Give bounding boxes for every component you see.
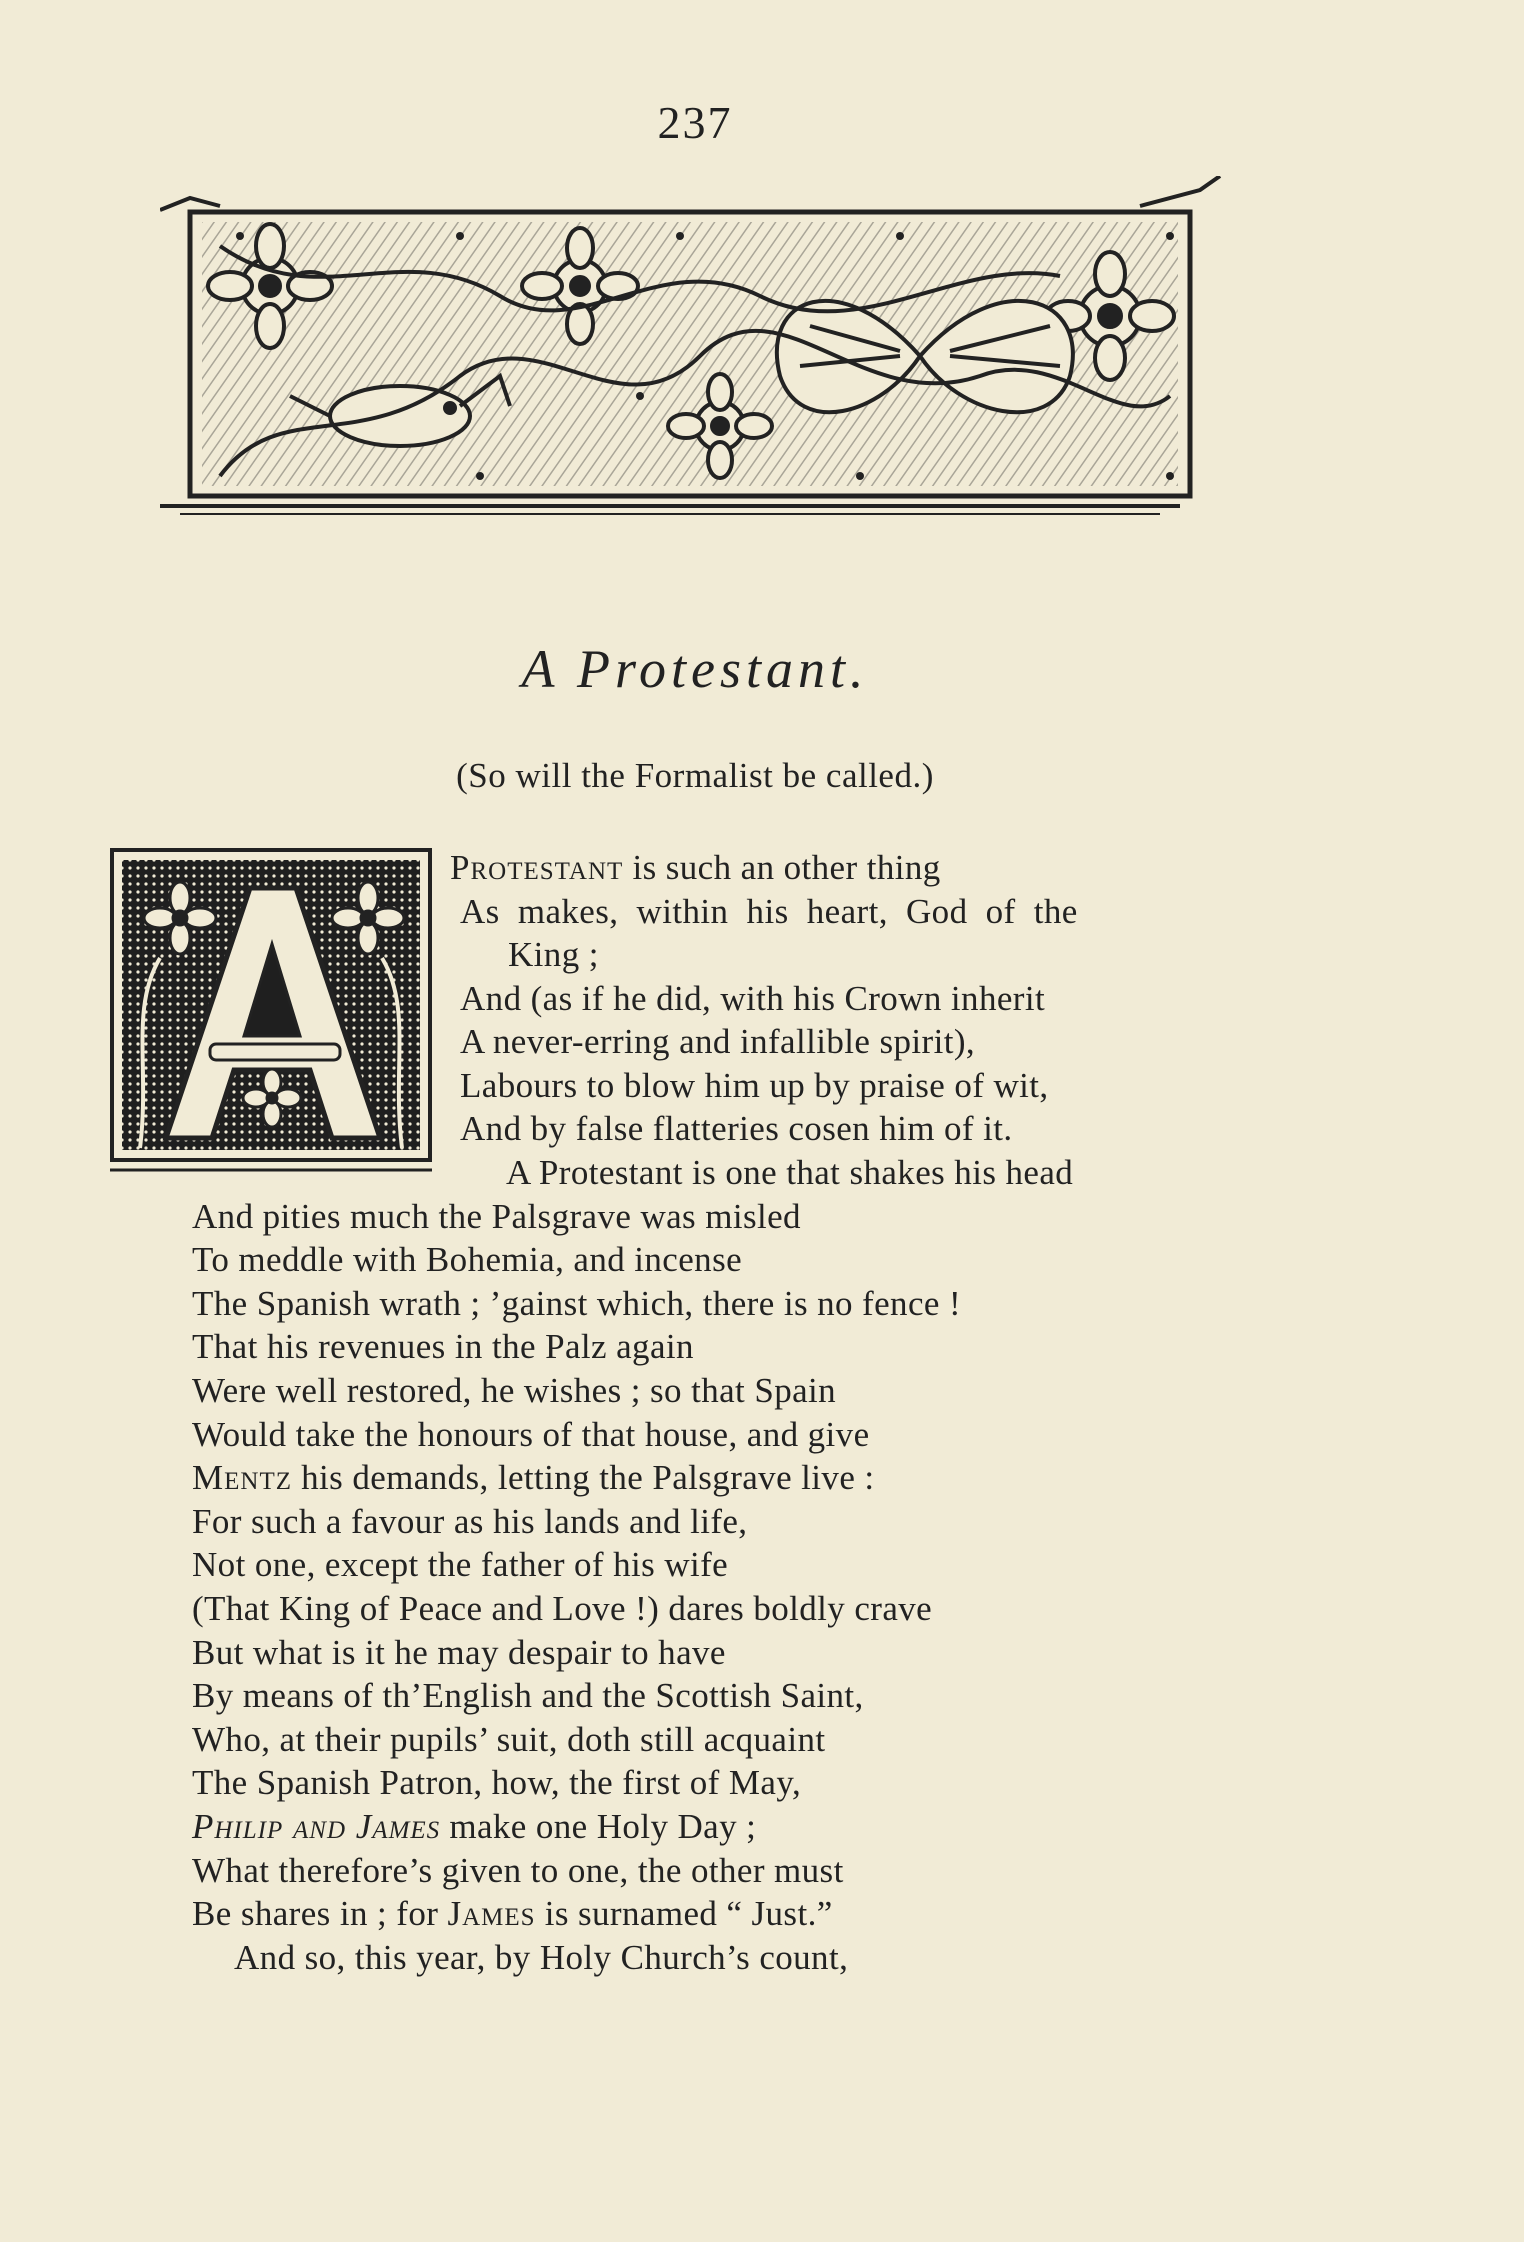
floral-headpiece-ornament <box>160 176 1240 516</box>
poem-line-20: By means of th’English and the Scottish Saint, <box>192 1676 864 1715</box>
poem-line-23-rest: make one Holy Day ; <box>440 1807 757 1846</box>
poem-line-25 <box>192 1896 833 1931</box>
poem-line-19: But what is it he may despair to have <box>192 1633 726 1672</box>
poem-line-5: A never-erring and infallible spirit), <box>460 1022 976 1061</box>
poem-line-21: Who, at their pupils’ suit, doth still acquaint <box>192 1720 826 1759</box>
poem-title: A Protestant. <box>521 639 869 699</box>
poem-line-14: Would take the honours of that house, and give <box>192 1415 870 1454</box>
poem-line-7: And by false flatteries cosen him of it. <box>460 1109 1013 1148</box>
poem-line-25-start: Be shares in ; for <box>192 1894 448 1933</box>
poem-line-25-end: is surnamed “ Just.” <box>535 1894 833 1933</box>
poem-line-18: (That King of Peace and Love !) dares boldly crave <box>192 1589 933 1628</box>
poem-line-15-rest: his demands, letting the Palsgrave live : <box>292 1458 875 1497</box>
poem-line-24: What therefore’s given to one, the other must <box>192 1851 844 1890</box>
mentz-small-caps: Mentz <box>192 1458 292 1497</box>
poem-line-2: As makes, within his heart, God of the <box>460 892 1078 931</box>
philip-and-james-italic: Philip and James <box>192 1807 441 1846</box>
poem-line-12: That his revenues in the Palz again <box>192 1327 694 1366</box>
james-small-caps: James <box>447 1894 536 1933</box>
poem-line-13: Were well restored, he wishes ; so that Spain <box>192 1371 837 1410</box>
page-number: 237 <box>657 97 733 148</box>
poem-line-26: And so, this year, by Holy Church’s count, <box>234 1938 849 1977</box>
poem-subtitle: (So will the Formalist be called.) <box>456 756 934 795</box>
poem-line-22: The Spanish Patron, how, the first of May, <box>192 1763 802 1802</box>
poem-line-8: A Protestant is one that shakes his head <box>506 1153 1074 1192</box>
decorated-initial-letter <box>110 848 432 1178</box>
poem-line-3: King ; <box>508 935 599 974</box>
poem-line-9: And pities much the Palsgrave was misled <box>192 1197 801 1236</box>
poem-line-11: The Spanish wrath ; ’gainst which, there is no fence ! <box>192 1284 962 1323</box>
opening-word-small-caps: Protestant <box>450 848 624 887</box>
poem-line-15 <box>192 1460 875 1495</box>
poem-line-6: Labours to blow him up by praise of wit, <box>460 1066 1049 1105</box>
poem-line-10: To meddle with Bohemia, and incense <box>192 1240 743 1279</box>
poem-line-1 <box>450 850 941 885</box>
poem-line-23 <box>192 1809 756 1844</box>
poem-line-16: For such a favour as his lands and life, <box>192 1502 748 1541</box>
poem-line-4: And (as if he did, with his Crown inherit <box>460 979 1046 1018</box>
poem-line-1-rest: is such an other thing <box>623 848 941 887</box>
poem-line-17: Not one, except the father of his wife <box>192 1545 729 1584</box>
